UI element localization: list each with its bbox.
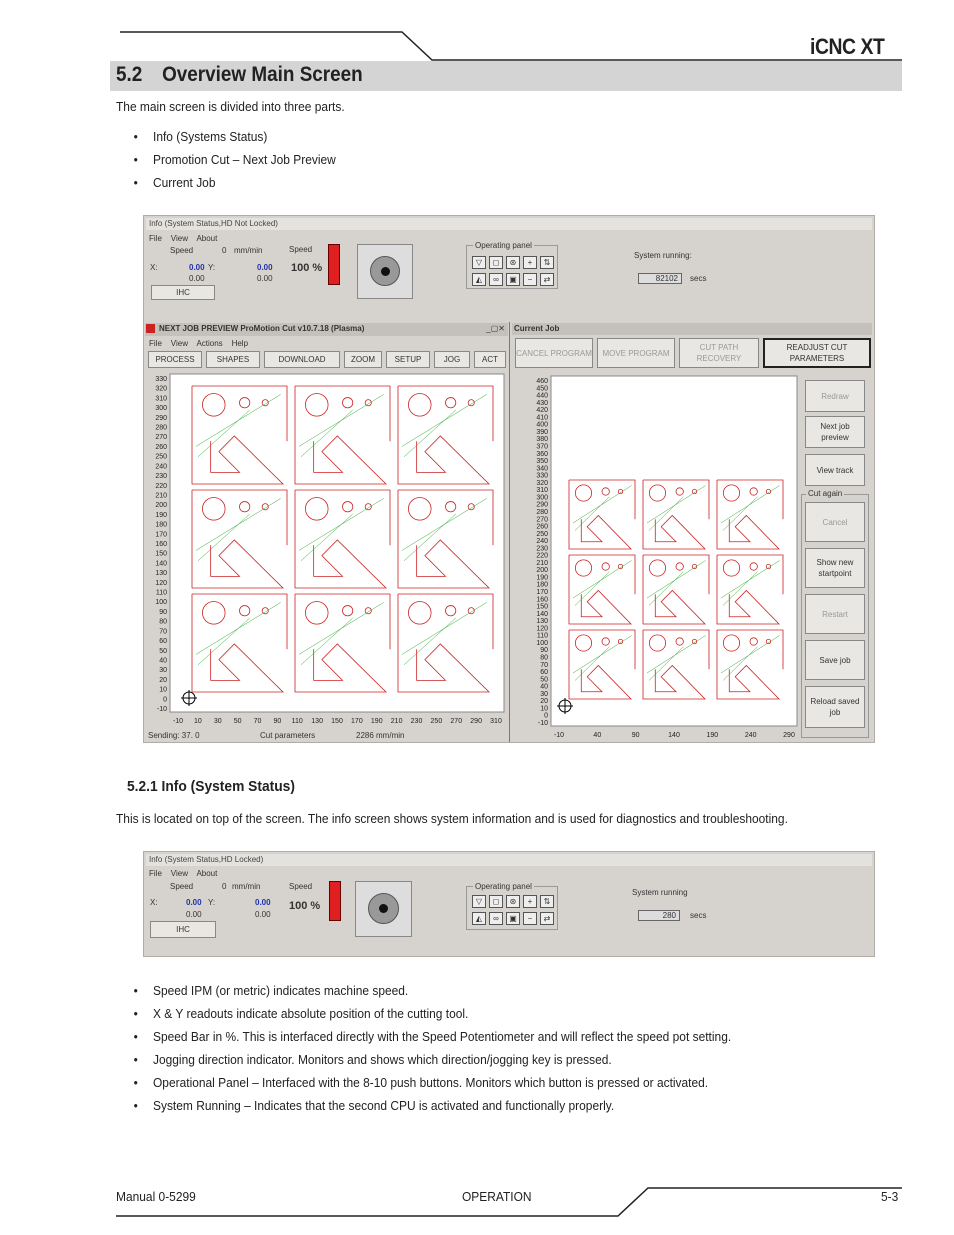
y-tick-label: 60 bbox=[159, 638, 167, 646]
footer-manual: Manual 0-5299 bbox=[116, 1189, 196, 1204]
y-tick-label: 290 bbox=[155, 414, 167, 422]
footer-section: OPERATION bbox=[462, 1189, 532, 1204]
current-job-pane bbox=[511, 322, 875, 743]
y-tick-label: 390 bbox=[536, 428, 548, 436]
menu-view[interactable]: View bbox=[170, 869, 188, 878]
y-tick-label: 80 bbox=[159, 618, 167, 626]
x-value-2: 0.00 bbox=[186, 910, 202, 919]
x-label: X: bbox=[150, 263, 158, 272]
x-tick-label: 110 bbox=[291, 718, 303, 725]
y-tick-label: 20 bbox=[540, 698, 548, 706]
y-tick-label: 430 bbox=[536, 399, 548, 407]
y-tick-label: 160 bbox=[536, 596, 548, 604]
op-arrows-icon[interactable]: ⇅ bbox=[540, 256, 554, 269]
ihc-button[interactable]: IHC bbox=[151, 285, 215, 300]
ihc-button[interactable]: IHC bbox=[150, 921, 216, 938]
x-tick-label: 150 bbox=[331, 718, 343, 725]
save-job-button[interactable]: Save job bbox=[805, 640, 865, 680]
secs-label: secs bbox=[690, 274, 707, 283]
operating-panel bbox=[466, 882, 558, 930]
y-tick-label: 100 bbox=[155, 599, 167, 607]
list-item: • Current Job bbox=[153, 175, 215, 190]
op-gear-icon[interactable]: ⊛ bbox=[506, 895, 520, 908]
y-tick-label: 240 bbox=[155, 463, 167, 471]
x-tick-label: 310 bbox=[490, 718, 502, 725]
list-item: • Promotion Cut – Next Job Preview bbox=[153, 152, 336, 167]
speed-value: 0 bbox=[222, 246, 227, 255]
operating-panel bbox=[466, 241, 558, 289]
window-controls[interactable]: _▢✕ bbox=[486, 324, 505, 333]
menu-file[interactable]: File bbox=[149, 869, 162, 878]
speed-value: 0 bbox=[222, 882, 227, 891]
next-job-preview-pane bbox=[144, 322, 510, 743]
y-tick-label: 200 bbox=[536, 567, 548, 575]
menu-file[interactable]: File bbox=[149, 234, 162, 243]
y-tick-label: 330 bbox=[155, 376, 167, 383]
status-cut-parameters: Cut parameters bbox=[260, 731, 316, 740]
op-plus-icon[interactable]: + bbox=[523, 895, 537, 908]
menu-view[interactable]: View bbox=[170, 339, 188, 348]
y-tick-label: 300 bbox=[155, 405, 167, 413]
op-screen-icon[interactable]: ▣ bbox=[506, 273, 520, 286]
cut-path-recovery-button[interactable]: CUT PATH RECOVERY bbox=[679, 338, 759, 368]
y-tick-label: 190 bbox=[155, 511, 167, 519]
y-tick-label: -10 bbox=[156, 706, 167, 713]
y-tick-label: 370 bbox=[536, 443, 548, 451]
speed-label: Speed bbox=[170, 246, 194, 255]
brand-title: iCNC XT bbox=[810, 34, 885, 59]
y-tick-label: 130 bbox=[536, 618, 548, 626]
subsection-text: This is located on top of the screen. The info screen shows system information and is used for diagnostics and troubleshooting. bbox=[116, 811, 788, 826]
system-running-label: System running: bbox=[634, 251, 692, 260]
list-item: • Speed Bar in %. This is interfaced directly with the Speed Potentiometer and will reflect the speed pot setting. bbox=[153, 1029, 731, 1044]
op-box-icon[interactable]: ◻ bbox=[489, 256, 503, 269]
y-tick-label: 0 bbox=[544, 712, 548, 720]
y-tick-label: 120 bbox=[536, 625, 548, 633]
show-new-startpoint-button[interactable]: Show new startpoint bbox=[805, 548, 865, 588]
app-icon bbox=[146, 324, 155, 333]
info-menu bbox=[149, 869, 217, 878]
y-tick-label: 220 bbox=[155, 482, 167, 490]
y-value-2: 0.00 bbox=[255, 910, 271, 919]
y-tick-label: 40 bbox=[540, 683, 548, 691]
y-tick-label: 450 bbox=[536, 385, 548, 393]
op-down-icon[interactable]: ▽ bbox=[472, 895, 486, 908]
x-tick-label: 40 bbox=[593, 732, 602, 739]
y-tick-label: 400 bbox=[536, 421, 548, 429]
menu-about[interactable]: About bbox=[196, 234, 218, 243]
speed-bar-label: Speed bbox=[289, 882, 313, 891]
reload-saved-job-button[interactable]: Reload saved job bbox=[805, 686, 865, 728]
list-item: • System Running – Indicates that the second CPU is activated and functionally properly. bbox=[153, 1098, 614, 1113]
x-tick-label: 70 bbox=[253, 718, 262, 725]
info-titlebar: Info (System Status,HD Locked) bbox=[146, 854, 872, 866]
y-tick-label: 460 bbox=[536, 378, 548, 385]
speed-percent: 100 % bbox=[289, 900, 321, 912]
speed-bar-label: Speed bbox=[289, 245, 313, 254]
cancel-button[interactable]: Cancel bbox=[805, 502, 865, 542]
y-tick-label: 330 bbox=[536, 472, 548, 480]
tab-jog[interactable]: JOG bbox=[434, 351, 470, 368]
y-tick-label: 250 bbox=[536, 530, 548, 538]
op-swap-icon[interactable]: ⇄ bbox=[540, 912, 554, 925]
y-value: 0.00 bbox=[255, 898, 271, 907]
y-tick-label: 150 bbox=[536, 603, 548, 611]
system-running-label: System running bbox=[632, 888, 688, 897]
y-tick-label: 110 bbox=[536, 632, 548, 640]
y-tick-label: 320 bbox=[536, 479, 548, 487]
y-tick-label: 260 bbox=[536, 523, 548, 531]
y-tick-label: 10 bbox=[159, 686, 167, 694]
y-tick-label: 300 bbox=[536, 494, 548, 502]
op-down-icon[interactable]: ▽ bbox=[472, 256, 486, 269]
x-value: 0.00 bbox=[186, 898, 202, 907]
jog-indicator bbox=[355, 881, 412, 937]
op-plus-icon[interactable]: + bbox=[523, 256, 537, 269]
y-tick-label: 230 bbox=[155, 473, 167, 481]
info-screenshot bbox=[143, 851, 875, 957]
x-value-2: 0.00 bbox=[189, 274, 205, 283]
tab-download[interactable]: DOWNLOAD bbox=[264, 351, 340, 368]
list-item: • Operational Panel – Interfaced with the 8-10 push buttons. Monitors which button is pressed or activated. bbox=[153, 1075, 708, 1090]
redraw-button[interactable]: Redraw bbox=[805, 380, 865, 412]
x-tick-label: -10 bbox=[172, 718, 184, 725]
op-arrows-icon[interactable]: ⇅ bbox=[540, 895, 554, 908]
y-tick-label: 410 bbox=[536, 414, 548, 422]
tab-act[interactable]: ACT bbox=[474, 351, 506, 368]
y-tick-label: 50 bbox=[159, 647, 167, 655]
x-tick-label: 190 bbox=[706, 732, 719, 739]
y-tick-label: 60 bbox=[540, 669, 548, 677]
op-cut-icon[interactable]: ◭ bbox=[472, 912, 486, 925]
x-tick-label: 50 bbox=[233, 718, 242, 725]
op-minus-icon[interactable]: − bbox=[523, 273, 537, 286]
y-value-2: 0.00 bbox=[257, 274, 273, 283]
y-tick-label: 0 bbox=[163, 696, 167, 704]
info-menu bbox=[149, 234, 217, 243]
menu-file[interactable]: File bbox=[149, 339, 162, 348]
x-tick-label: -10 bbox=[553, 732, 565, 739]
current-job-title: Current Job bbox=[512, 323, 872, 335]
y-tick-label: 270 bbox=[155, 434, 167, 442]
y-value: 0.00 bbox=[257, 263, 273, 272]
x-tick-label: 210 bbox=[390, 718, 403, 725]
operating-panel-label: Operating panel bbox=[475, 882, 532, 891]
y-tick-label: 440 bbox=[536, 392, 548, 400]
x-tick-label: 90 bbox=[273, 718, 282, 725]
y-tick-label: 230 bbox=[536, 545, 548, 553]
preview-plot bbox=[146, 372, 508, 728]
speed-unit: mm/min bbox=[234, 246, 263, 255]
main-screen-screenshot bbox=[143, 215, 875, 743]
y-tick-label: 160 bbox=[155, 541, 167, 548]
status-sending: Sending: 37. 0 bbox=[148, 731, 200, 740]
x-tick-label: 230 bbox=[410, 718, 423, 725]
y-tick-label: 80 bbox=[540, 654, 548, 662]
plot-area bbox=[551, 376, 797, 726]
x-tick-label: 270 bbox=[450, 718, 463, 725]
status-speed: 2286 mm/min bbox=[356, 731, 405, 740]
x-tick-label: 140 bbox=[668, 732, 680, 739]
list-item: • Info (Systems Status) bbox=[153, 129, 267, 144]
next-job-preview-button[interactable]: Next job preview bbox=[805, 416, 865, 448]
preview-menu bbox=[149, 339, 248, 348]
y-tick-label: -10 bbox=[537, 720, 548, 727]
x-tick-label: 290 bbox=[783, 732, 795, 739]
list-item: • Jogging direction indicator. Monitors and shows which direction/jogging key is pressed. bbox=[153, 1052, 612, 1067]
y-tick-label: 320 bbox=[155, 385, 167, 393]
menu-about[interactable]: About bbox=[196, 869, 218, 878]
y-tick-label: 260 bbox=[155, 443, 167, 451]
y-tick-label: 290 bbox=[536, 501, 548, 509]
footer-page: 5-3 bbox=[881, 1189, 899, 1204]
intro-text: The main screen is divided into three parts. bbox=[116, 99, 345, 114]
y-tick-label: 340 bbox=[536, 465, 548, 473]
x-tick-label: 240 bbox=[744, 732, 757, 739]
y-tick-label: 170 bbox=[155, 531, 167, 539]
speed-percent: 100 % bbox=[291, 262, 323, 274]
status-bar bbox=[146, 731, 506, 743]
speed-label: Speed bbox=[170, 882, 194, 891]
tab-setup[interactable]: SETUP bbox=[386, 351, 430, 368]
system-running-value: 280 bbox=[638, 910, 680, 921]
y-tick-label: 310 bbox=[155, 395, 167, 403]
op-dots-icon[interactable]: ∞ bbox=[489, 273, 503, 286]
y-tick-label: 310 bbox=[536, 487, 548, 495]
x-value: 0.00 bbox=[189, 263, 205, 272]
y-tick-label: 90 bbox=[159, 608, 167, 616]
x-tick-label: 90 bbox=[631, 732, 640, 739]
y-tick-label: 180 bbox=[155, 521, 167, 529]
y-tick-label: 130 bbox=[155, 570, 167, 578]
y-tick-label: 420 bbox=[536, 407, 548, 415]
y-tick-label: 220 bbox=[536, 552, 548, 560]
x-label: X: bbox=[150, 898, 158, 907]
current-job-plot bbox=[513, 374, 801, 742]
y-tick-label: 380 bbox=[536, 436, 548, 444]
y-tick-label: 280 bbox=[536, 508, 548, 516]
y-tick-label: 280 bbox=[155, 424, 167, 432]
y-tick-label: 30 bbox=[159, 667, 167, 675]
op-cut-icon[interactable]: ◭ bbox=[472, 273, 486, 286]
y-tick-label: 30 bbox=[540, 690, 548, 698]
y-tick-label: 270 bbox=[536, 516, 548, 524]
y-tick-label: 70 bbox=[540, 661, 548, 669]
speed-unit: mm/min bbox=[232, 882, 261, 891]
speed-bar bbox=[329, 881, 341, 921]
x-tick-label: 190 bbox=[370, 718, 383, 725]
tab-zoom[interactable]: ZOOM bbox=[344, 351, 382, 368]
menu-actions[interactable]: Actions bbox=[196, 339, 223, 348]
y-tick-label: 180 bbox=[536, 581, 548, 589]
y-tick-label: 200 bbox=[155, 502, 167, 510]
info-titlebar: Info (System Status,HD Not Locked) bbox=[146, 218, 872, 230]
op-screen-icon[interactable]: ▣ bbox=[506, 912, 520, 925]
subsection-title: 5.2.1 Info (System Status) bbox=[127, 778, 295, 795]
operating-panel-label: Operating panel bbox=[475, 241, 532, 250]
y-tick-label: 10 bbox=[540, 705, 548, 713]
y-tick-label: 100 bbox=[536, 639, 548, 647]
cancel-program-button[interactable]: CANCEL PROGRAM bbox=[515, 338, 593, 368]
y-tick-label: 150 bbox=[155, 550, 167, 558]
x-tick-label: 130 bbox=[311, 718, 323, 725]
system-running-value: 82102 bbox=[638, 273, 682, 284]
y-tick-label: 240 bbox=[536, 538, 548, 546]
y-tick-label: 210 bbox=[536, 559, 548, 567]
x-tick-label: 30 bbox=[213, 718, 222, 725]
tab-process[interactable]: PROCESS bbox=[148, 351, 202, 368]
menu-help[interactable]: Help bbox=[231, 339, 249, 348]
cut-again-label: Cut again bbox=[808, 489, 843, 498]
jog-indicator bbox=[357, 244, 413, 299]
x-tick-label: 170 bbox=[351, 718, 363, 725]
op-gear-icon[interactable]: ⊛ bbox=[506, 256, 520, 269]
y-label: Y: bbox=[208, 898, 216, 907]
speed-bar bbox=[328, 244, 340, 285]
y-tick-label: 110 bbox=[155, 589, 167, 597]
section-title: 5.2 Overview Main Screen bbox=[116, 63, 363, 86]
tab-shapes[interactable]: SHAPES bbox=[206, 351, 260, 368]
x-tick-label: 290 bbox=[470, 718, 482, 725]
y-tick-label: 250 bbox=[155, 453, 167, 461]
y-tick-label: 360 bbox=[536, 450, 548, 458]
restart-button[interactable]: Restart bbox=[805, 594, 865, 634]
x-tick-label: 10 bbox=[193, 718, 202, 725]
y-tick-label: 210 bbox=[155, 492, 167, 500]
op-box-icon[interactable]: ◻ bbox=[489, 895, 503, 908]
y-tick-label: 50 bbox=[540, 676, 548, 684]
menu-view[interactable]: View bbox=[170, 234, 188, 243]
y-tick-label: 70 bbox=[159, 628, 167, 636]
y-tick-label: 20 bbox=[159, 676, 167, 684]
y-tick-label: 140 bbox=[536, 610, 548, 618]
y-tick-label: 40 bbox=[159, 657, 167, 665]
y-tick-label: 140 bbox=[155, 560, 167, 568]
list-item: • X & Y readouts indicate absolute position of the cutting tool. bbox=[153, 1006, 468, 1021]
list-item: • Speed IPM (or metric) indicates machine speed. bbox=[153, 983, 408, 998]
y-label: Y: bbox=[208, 263, 216, 272]
op-minus-icon[interactable]: − bbox=[523, 912, 537, 925]
secs-label: secs bbox=[690, 911, 707, 920]
move-program-button[interactable]: MOVE PROGRAM bbox=[597, 338, 675, 368]
preview-titlebar: NEXT JOB PREVIEW ProMotion Cut v10.7.18 (Plasma) bbox=[145, 323, 508, 336]
y-tick-label: 170 bbox=[536, 589, 548, 597]
readjust-cut-parameters-button[interactable]: READJUST CUT PARAMETERS bbox=[763, 338, 871, 368]
y-tick-label: 350 bbox=[536, 458, 548, 466]
y-tick-label: 90 bbox=[540, 647, 548, 655]
y-tick-label: 120 bbox=[155, 579, 167, 587]
view-track-button[interactable]: View track bbox=[805, 454, 865, 486]
x-tick-label: 250 bbox=[430, 718, 443, 725]
op-dots-icon[interactable]: ∞ bbox=[489, 912, 503, 925]
y-tick-label: 190 bbox=[536, 574, 548, 582]
op-swap-icon[interactable]: ⇄ bbox=[540, 273, 554, 286]
